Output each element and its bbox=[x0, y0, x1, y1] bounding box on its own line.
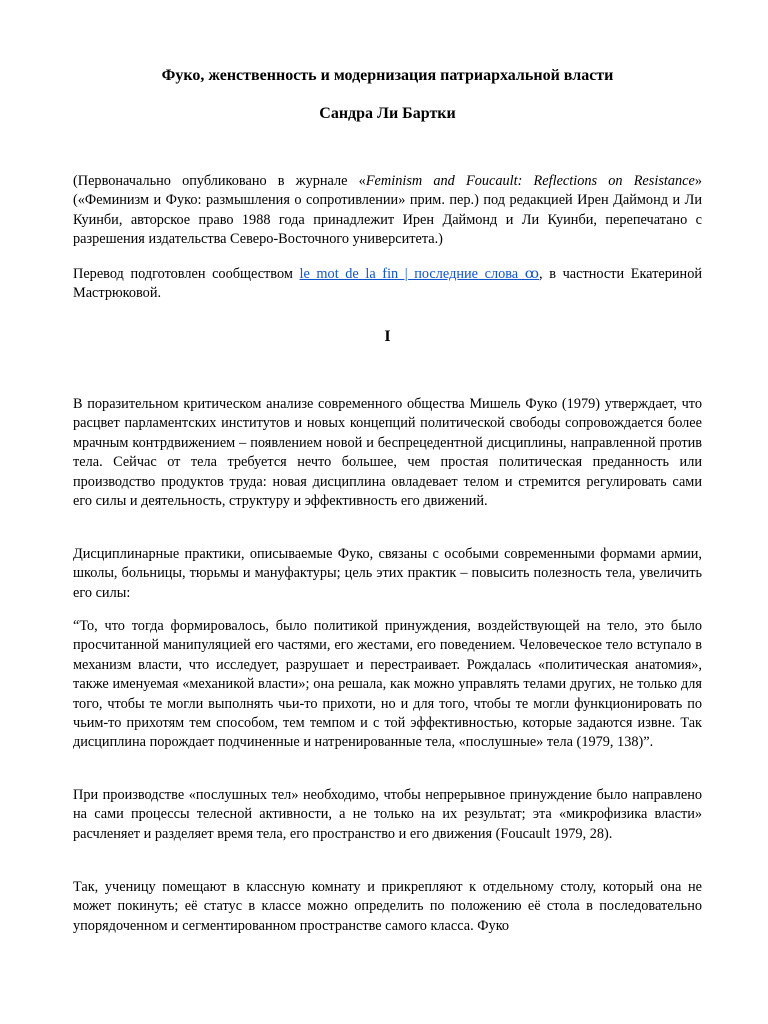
body-paragraph-1: В поразительном критическом анализе современного общества Мишель Фуко (1979) утверждает, что расцвет парламентских институтов и новых концепций политической свободы сопровождается более мрачным контрдвижением – появлением новой и беспрецедентной дисциплины, направленной против тела. Сейчас от тела требуется нечто большее, чем простая политическая преданность или производство продуктов труда: новая дисциплина овладевает телом и стремится регулировать сами его силы и деятельность, структуру и эффективность его движений. bbox=[73, 396, 702, 510]
translation-note-suffix: , в частности Екатериной Мастрюковой. bbox=[73, 266, 702, 302]
publication-note-suffix: » («Феминизм и Фуко: размышления о сопротивлении» прим. пер.) под редакцией Ирен Даймонд и Ли Куинби, авторское право 1988 года принадлежит Ирен Даймонд и Ли Куинби, перепечатано с разрешения издательства Северо-Восточного университета.) bbox=[73, 173, 702, 248]
translation-note-prefix: Перевод подготовлен сообществом bbox=[73, 266, 300, 282]
document-author: Сандра Ли Бартки bbox=[319, 105, 456, 122]
journal-title: Feminism and Foucault: Reflections on Resistance bbox=[365, 173, 695, 189]
section-number: I bbox=[384, 328, 391, 345]
translation-note bbox=[73, 265, 702, 304]
document-title: Фуко, женственность и модернизация патриархальной власти bbox=[161, 67, 614, 84]
body-paragraph-3: При производстве «послушных тел» необходимо, чтобы непрерывное принуждение было направлено на сами процессы телесной активности, а не только на их результат; эта «микрофизика власти» расчленяет и разделяет время тела, его пространство и его движения (Foucault 1979, 28). bbox=[73, 787, 702, 842]
block-quote-paragraph: “То, что тогда формировалось, было политикой принуждения, воздействующей на тело, это было просчитанной манипуляцией его частями, его жестами, его поведением. Человеческое тело вступало в механизм власти, что исследует, разрушает и перестраивает. Рождалась «политическая анатомия», также именуемая «механикой власти»; она решала, как можно управлять телами других, не только для того, чтобы те могли выполнять чьи-то прихоти, но и для того, чтобы те могли функционировать по чьим-то прихотям тем способом, тем темпом и с той эффективностью, которые задаются извне. Так дисциплина порождает подчиненные и натренированные тела, «послушные» тела (1979, 138)”. bbox=[73, 618, 702, 751]
body-paragraph-4: Так, ученицу помещают в классную комнату и прикрепляют к отдельному столу, который она не может покинуть; её статус в классе можно определить по положению её стола в последовательно упорядоченном и сегментированном пространстве самого класса. Фуко bbox=[73, 879, 702, 934]
document-page bbox=[73, 0, 702, 1024]
body-paragraph-2: Дисциплинарные практики, описываемые Фуко, связаны с особыми современными формами армии, школы, больницы, тюрьмы и мануфактуры; цель этих практик – повысить полезность тела, увеличить его силы: bbox=[73, 546, 702, 601]
publication-note bbox=[73, 172, 702, 250]
publication-note-prefix: (Первоначально опубликовано в журнале « bbox=[73, 173, 366, 189]
translator-community-link[interactable]: le mot de la fin | последние слова ꝏ bbox=[299, 266, 540, 282]
